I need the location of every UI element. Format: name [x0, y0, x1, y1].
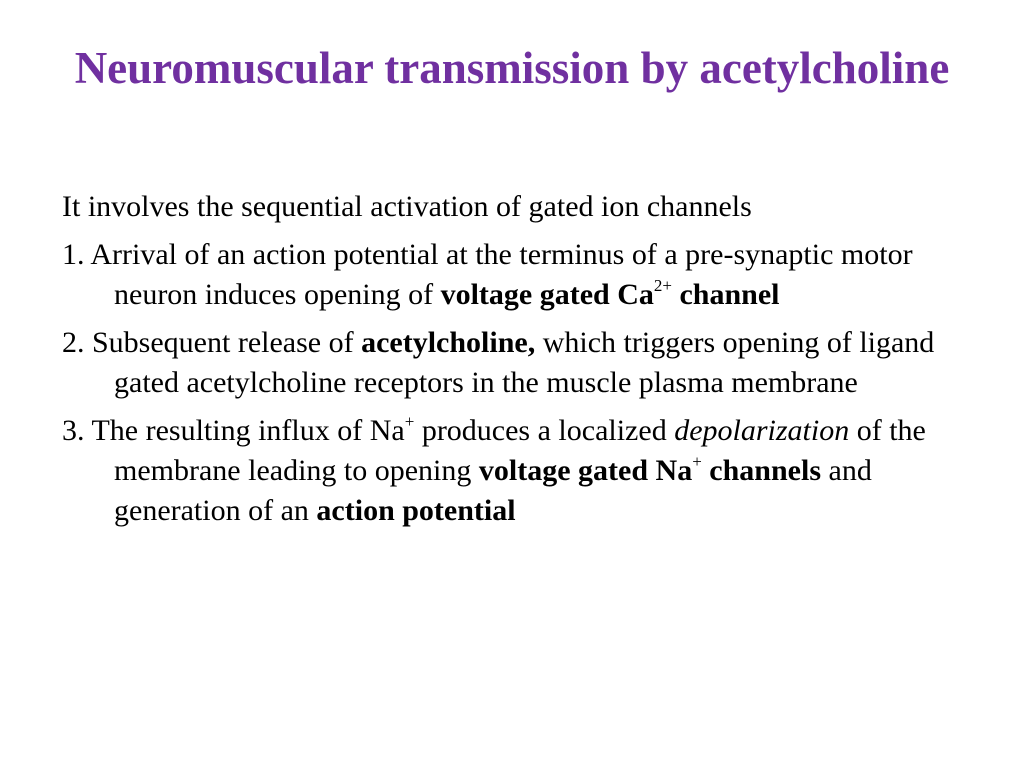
bullet-point-3: [62, 411, 974, 531]
intro-text: It involves the sequential activation of gated ion channels: [62, 190, 752, 223]
point-3-text-3: of the membrane leading to opening: [114, 414, 926, 487]
point-1-superscript-charge: 2+: [653, 276, 672, 295]
point-3-text: 3. The resulting influx of Na: [62, 414, 405, 447]
point-1-bold-voltage-gated-ca: voltage gated Ca: [440, 278, 654, 311]
slide-title: Neuromuscular transmission by acetylcholine: [74, 43, 950, 93]
point-2-text-rest: which triggers opening of ligand gated acetylcholine receptors in the muscle plasma membrane: [114, 326, 935, 399]
point-2-text: 2. Subsequent release of: [62, 326, 362, 359]
point-3-text-4: and generation of an: [114, 454, 872, 527]
point-3-bold-channels: channels: [709, 454, 821, 487]
point-1-text: 1. Arrival of an action potential at the terminus of a pre-synaptic motor neuron induces opening of: [62, 238, 913, 311]
point-3-bold-voltage-gated-na: voltage gated Na: [478, 454, 693, 487]
point-2-bold-acetylcholine: acetylcholine,: [361, 326, 536, 359]
point-1-bold-channel: channel: [671, 278, 780, 311]
bullet-point-2: [62, 323, 974, 403]
slide-body: [62, 187, 974, 539]
point-3-superscript-na-charge: +: [404, 412, 415, 431]
bullet-point-1: [62, 235, 974, 315]
point-3-superscript-na-charge-2: +: [692, 452, 702, 471]
point-3-italic-depolarization: depolarization: [674, 414, 850, 447]
point-3-text-2: produces a localized: [414, 414, 675, 447]
point-3-bold-action-potential: action potential: [316, 494, 516, 527]
